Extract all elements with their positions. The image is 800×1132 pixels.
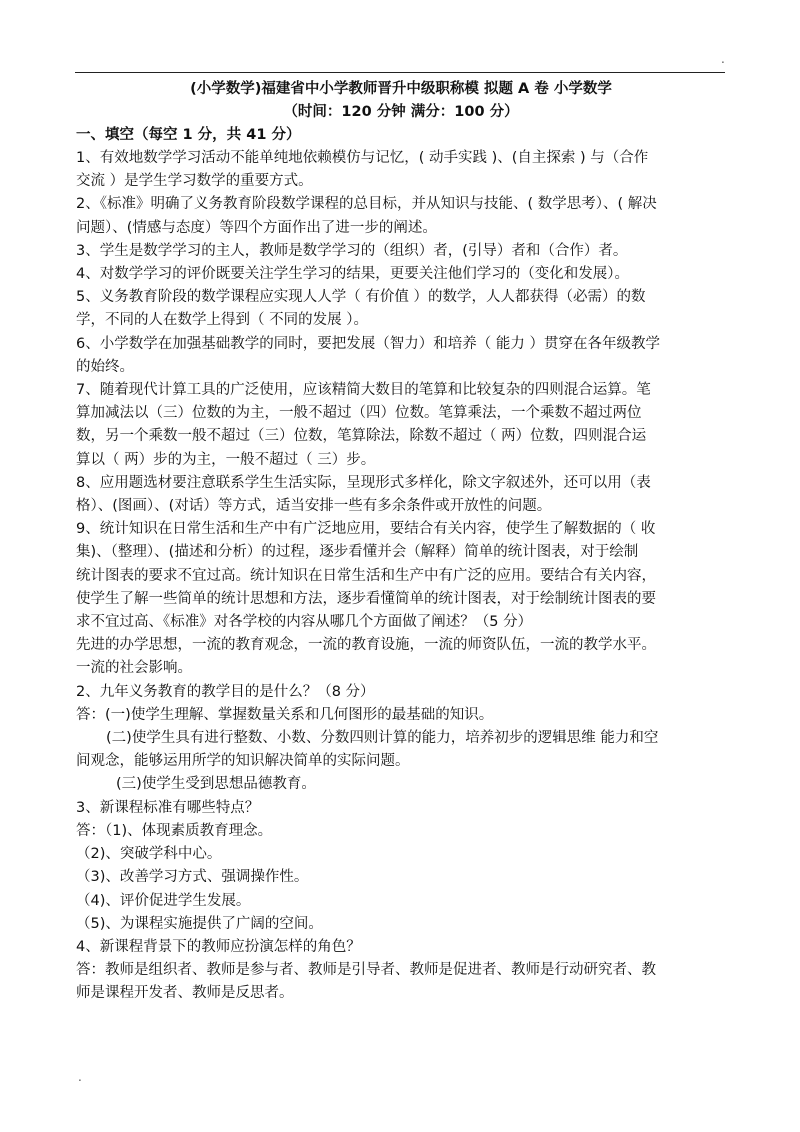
- text-line: 9、统计知识在日常生活和生产中有广泛地应用，要结合有关内容，使学生了解数据的（ 收: [76, 521, 656, 538]
- text-line: 6、小学数学在加强基础教学的同时，要把发展（智力）和培养（ 能力 ）贯穿在各年级教学: [76, 335, 660, 352]
- text-line: 算加减法以（三）位数的为主，一般不超过（四）位数。笔算乘法，一个乘数不超过两位: [76, 405, 642, 422]
- answer-line: (二)使学生具有进行整数、小数、分数四则计算的能力，培养初步的逻辑思维 能力和空: [106, 730, 659, 747]
- document-title: (小学数学)福建省中小学教师晋升中级职称模 拟题 A 卷 小学数学: [190, 81, 612, 97]
- text-line: 先进的办学思想，一流的教育观念，一流的教育设施，一流的师资队伍，一流的教学水平。: [76, 637, 656, 654]
- text-line: 数，另一个乘数一般不超过（三）位数，笔算除法，除数不超过（ 两）位数，四则混合运: [76, 428, 647, 445]
- text-line: 8、应用题选材要注意联系学生生活实际，呈现形式多样化，除文字叙述外，还可以用（表: [76, 474, 651, 491]
- text-line: 7、随着现代计算工具的广泛使用，应该精简大数目的笔算和比较复杂的四则混合运算。笔: [76, 382, 651, 399]
- corner-dot-bottom: .: [78, 1070, 82, 1084]
- text-line: 格）、(图画）、(对话）等方式，适当安排一些有多余条件或开放性的问题。: [76, 498, 552, 515]
- text-line: 2、《标准》明确了义务教育阶段数学课程的总目标，并从知识与技能、( 数学思考）、( 解决: [76, 196, 657, 213]
- text-line: 使学生了解一些简单的统计思想和方法，逐步看懂简单的统计图表，对于绘制统计图表的要: [76, 590, 656, 607]
- answer-line: 间观念，能够运用所学的知识解决简单的实际问题。: [76, 753, 410, 770]
- question-4: 4、新课程背景下的教师应扮演怎样的角色？: [76, 938, 361, 955]
- text-line: 集)、（整理）、(描述和分析）的过程，逐步看懂并会（解释）简单的统计图表，对于绘制: [76, 544, 639, 561]
- answer-line: 答：（1)、体现素质教育理念。: [76, 822, 273, 839]
- answer-line: (三)使学生受到思想品德教育。: [116, 776, 316, 793]
- document-body: [76, 78, 726, 1006]
- answer-line: （2)、突破学科中心。: [76, 846, 222, 863]
- answer-line: （5)、为课程实施提供了广阔的空间。: [76, 915, 323, 932]
- answer-line: （4)、评价促进学生发展。: [76, 892, 251, 909]
- corner-dot-top: .: [721, 52, 725, 66]
- answer-line: 答：教师是组织者、教师是参与者、教师是引导者、教师是促进者、教师是行动研究者、教: [76, 962, 656, 979]
- text-line: 1、有效地数学学习活动不能单纯地依赖模仿与记忆，( 动手实践 )、(自主探索 ) 与（合作: [76, 150, 649, 166]
- text-line: 4、对数学学习的评价既要关注学生学习的结果，更要关注他们学习的（变化和发展）。: [76, 266, 629, 283]
- text-line: 一流的社会影响。: [76, 660, 192, 677]
- header-rule: [75, 72, 725, 73]
- text-line: 统计图表的要求不宜过高。统计知识在日常生活和生产中有广泛的应用。要结合有关内容，: [76, 567, 656, 584]
- document-subtitle: （时间：120 分钟 满分：100 分）: [283, 104, 519, 120]
- answer-line: 师是课程开发者、教师是反思者。: [76, 985, 294, 1002]
- question-2: 2、九年义务教育的教学目的是什么？（8 分）: [76, 683, 375, 700]
- text-line: 交流 ）是学生学习数学的重要方式。: [76, 173, 313, 190]
- answer-line: 答：(一)使学生理解、掌握数量关系和几何图形的最基础的知识。: [76, 706, 494, 723]
- text-line: 学，不同的人在数学上得到（ 不同的发展 ）。: [76, 312, 368, 329]
- text-line: 的始终。: [76, 358, 134, 375]
- question-3: 3、新课程标准有哪些特点？: [76, 799, 260, 816]
- text-line: 算以（ 两）步的为主，一般不超过（ 三）步。: [76, 451, 376, 468]
- text-line: 3、学生是数学学习的主人，教师是数学学习的（组织）者，(引导）者和（合作）者。: [76, 242, 628, 259]
- text-line: 5、义务教育阶段的数学课程应实现人人学（ 有价值 ）的数学，人人都获得（必需）的数: [76, 289, 646, 306]
- text-line: 求不宜过高、《标准》对各学校的内容从哪几个方面做了阐述？（5 分）: [76, 614, 533, 631]
- text-line: 问题）、(情感与态度）等四个方面作出了进一步的阐述。: [76, 219, 437, 236]
- section-heading-fill-blank: 一、填空（每空 1 分，共 41 分）: [76, 127, 301, 143]
- answer-line: （3)、改善学习方式、强调操作性。: [76, 869, 309, 886]
